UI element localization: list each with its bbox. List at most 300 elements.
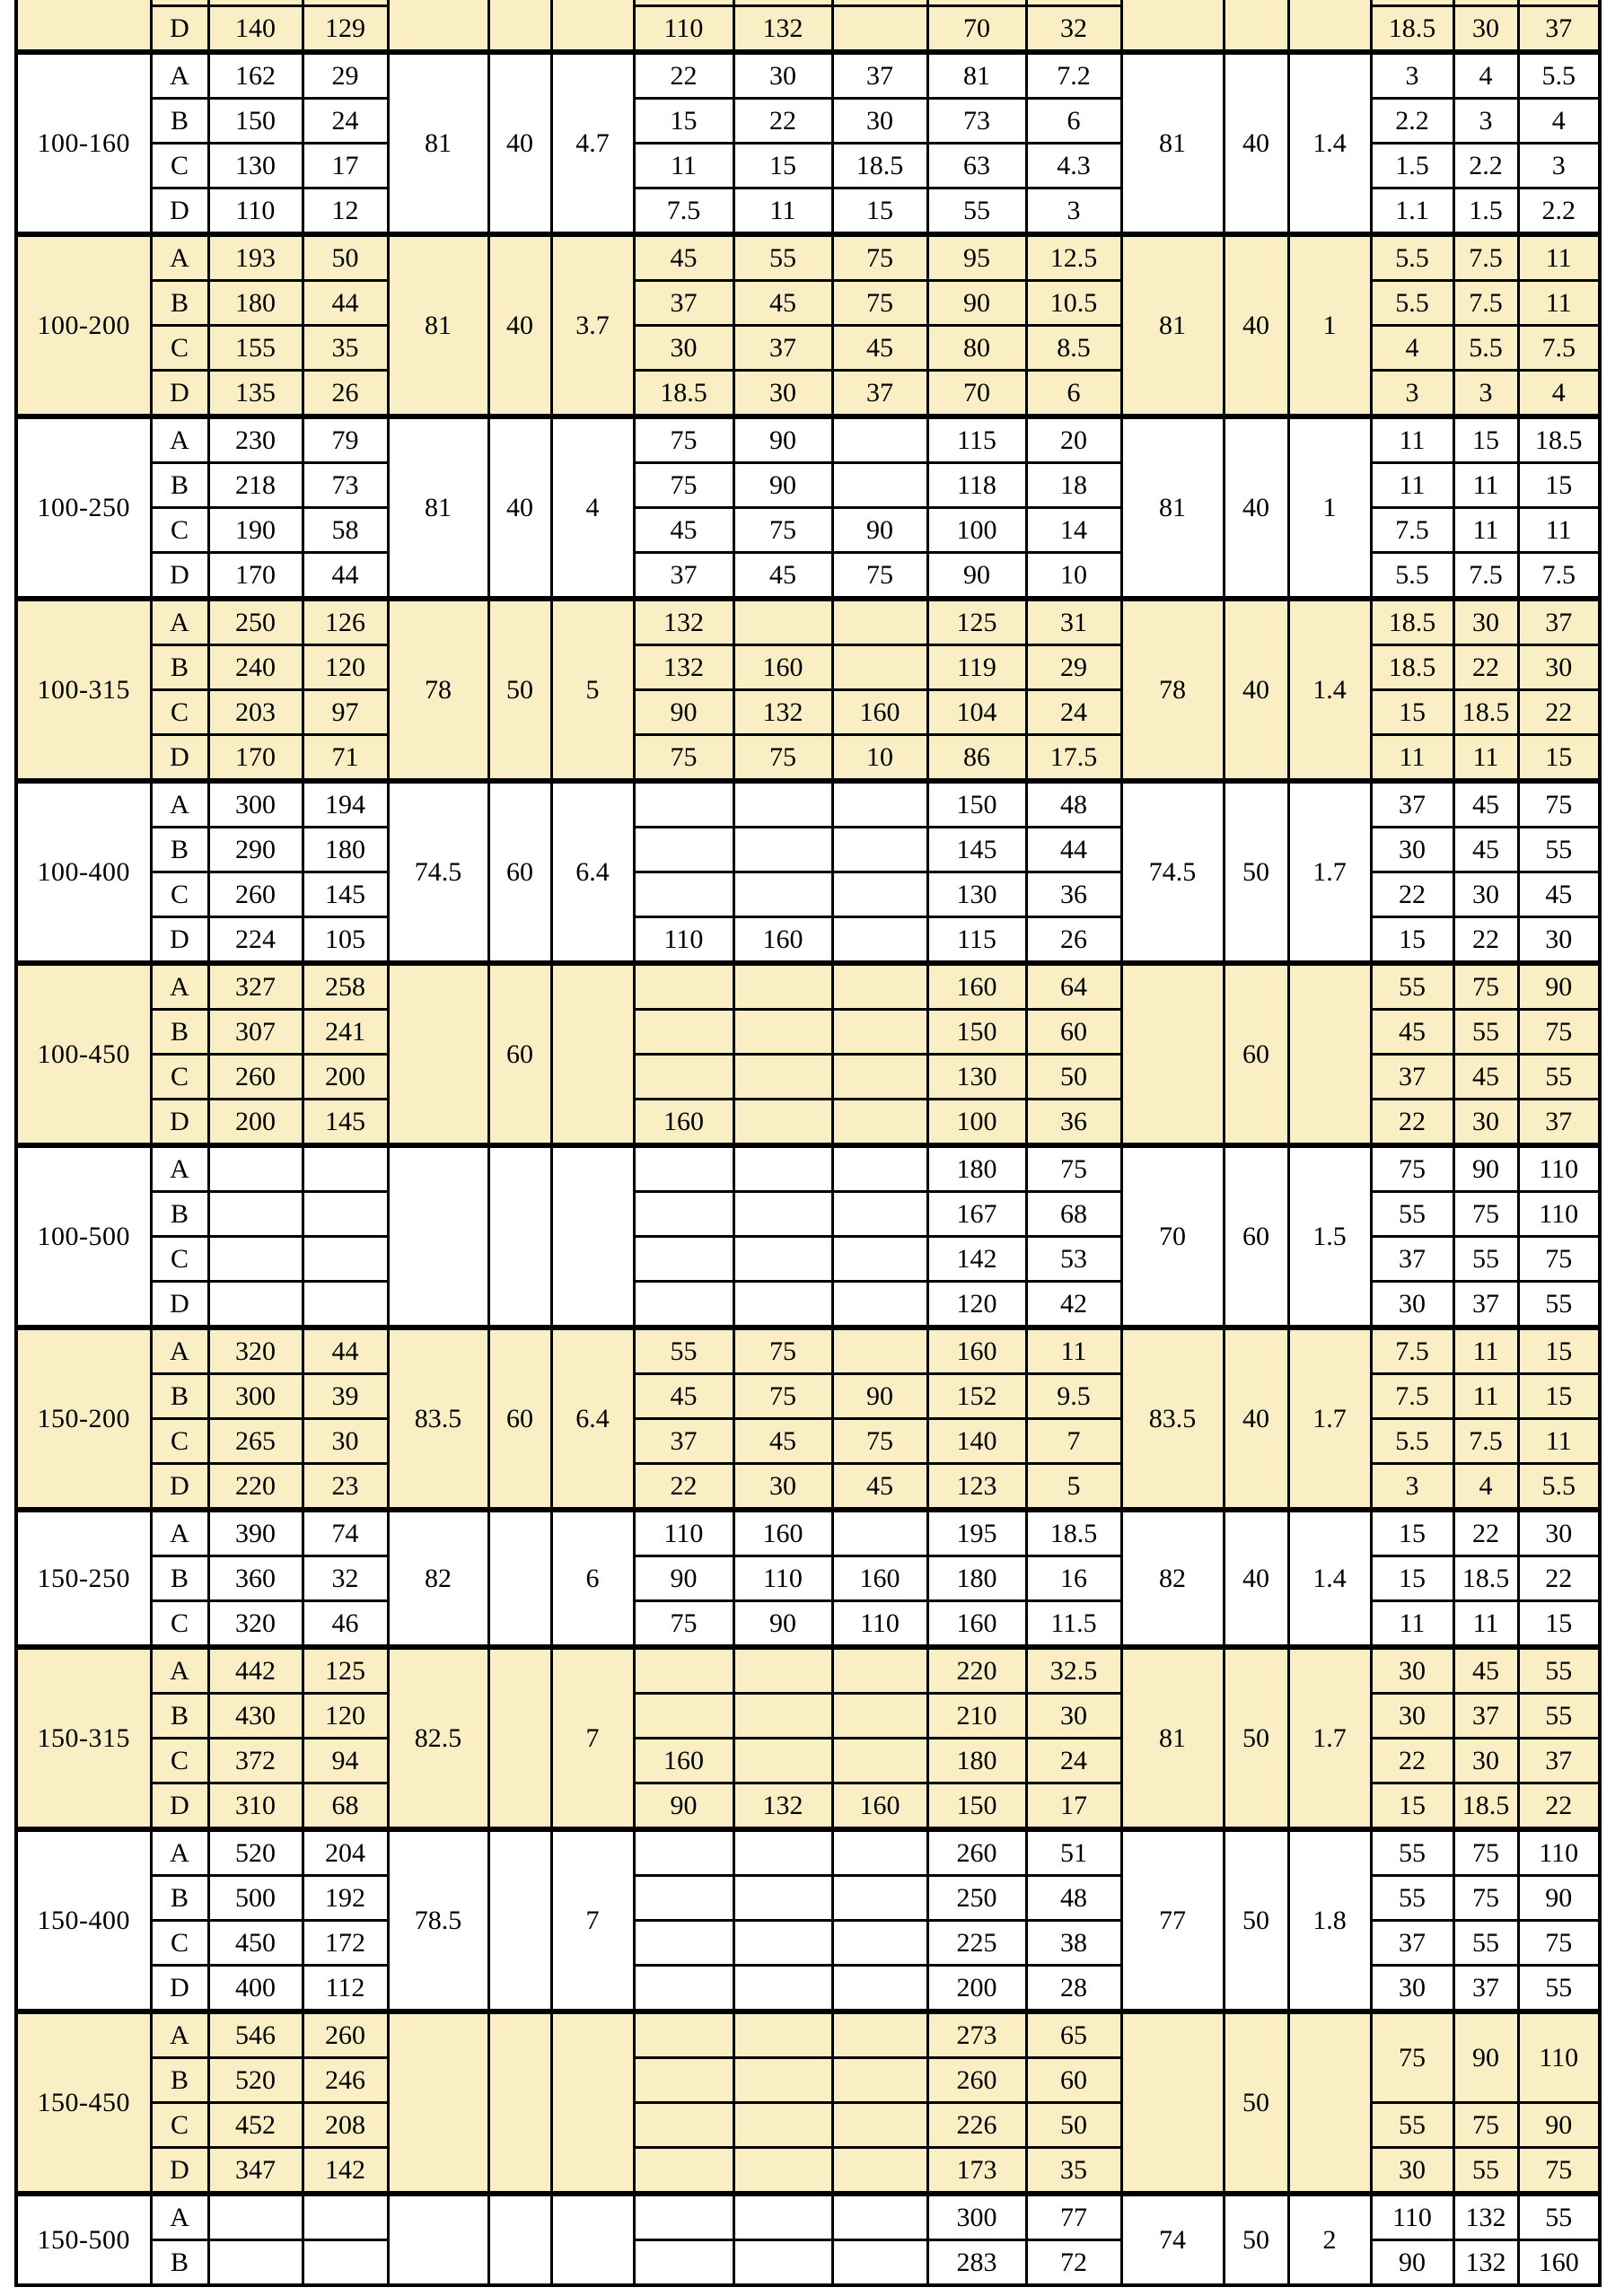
grade-cell: D: [151, 2148, 208, 2195]
value-cell: 7.5: [634, 188, 733, 235]
spec-row: [16, 2011, 1600, 2058]
value-cell: 75: [733, 735, 832, 782]
grade-cell: A: [151, 599, 208, 645]
value-cell: [832, 1739, 927, 1783]
value-cell: 7.5: [1453, 281, 1518, 326]
value-cell: 132: [634, 599, 733, 645]
value-cell: 11: [1518, 234, 1600, 281]
value-cell: 17: [303, 144, 388, 188]
spec-row: [16, 1145, 1600, 1192]
value-cell: 81: [927, 52, 1026, 99]
value-cell: [832, 1282, 927, 1328]
value-cell: 37: [733, 326, 832, 371]
value-cell: 45: [634, 234, 733, 281]
value-cell: 180: [927, 1739, 1026, 1783]
grade-cell: B: [151, 1876, 208, 1921]
model-cell: 100-400: [16, 781, 151, 963]
value-cell: 167: [927, 1192, 1026, 1237]
value-cell: 225: [927, 1921, 1026, 1966]
value-cell: 55: [1518, 1282, 1600, 1328]
spec-row: [16, 781, 1600, 828]
value-cell: [733, 1145, 832, 1192]
value-cell: 18.5: [832, 144, 927, 188]
value-cell: [303, 1282, 388, 1328]
value-cell: [634, 1237, 733, 1282]
value-cell: 120: [303, 645, 388, 690]
merged-cell: 60: [488, 963, 551, 1145]
value-cell: 90: [927, 281, 1026, 326]
value-cell: [832, 463, 927, 508]
value-cell: 120: [303, 1694, 388, 1739]
value-cell: [733, 1694, 832, 1739]
grade-cell: D: [151, 1100, 208, 1146]
spec-row: [16, 52, 1600, 99]
value-cell: 30: [1371, 1647, 1453, 1694]
value-cell: 180: [303, 828, 388, 872]
value-cell: 3: [1371, 1464, 1453, 1511]
value-cell: 246: [303, 2058, 388, 2103]
value-cell: 110: [1518, 1192, 1600, 1237]
value-cell: 37: [634, 281, 733, 326]
value-cell: 2.2: [1453, 144, 1518, 188]
value-cell: 142: [303, 2148, 388, 2195]
value-cell: 37: [1371, 781, 1453, 828]
value-cell: 110: [634, 6, 733, 53]
value-cell: 55: [1518, 828, 1600, 872]
value-cell: 310: [208, 1783, 303, 1830]
value-cell: 132: [1453, 2240, 1518, 2286]
value-cell: [733, 1829, 832, 1876]
value-cell: 11: [1453, 735, 1518, 782]
value-cell: 30: [1371, 1282, 1453, 1328]
value-cell: 160: [927, 963, 1026, 1010]
value-cell: 90: [733, 416, 832, 463]
value-cell: 75: [634, 416, 733, 463]
grade-cell: D: [151, 917, 208, 964]
value-cell: [832, 1100, 927, 1146]
value-cell: 15: [1518, 1328, 1600, 1374]
value-cell: 200: [208, 1100, 303, 1146]
spec-row: [16, 963, 1600, 1010]
group-100-450: [16, 963, 1600, 1145]
value-cell: [733, 1282, 832, 1328]
value-cell: 79: [303, 416, 388, 463]
value-cell: [733, 1192, 832, 1237]
value-cell: 55: [733, 234, 832, 281]
value-cell: 55: [1518, 1647, 1600, 1694]
value-cell: 30: [733, 371, 832, 417]
value-cell: 30: [634, 326, 733, 371]
value-cell: 75: [1453, 1829, 1518, 1876]
value-cell: 15: [1453, 416, 1518, 463]
spec-row: [16, 599, 1600, 645]
value-cell: 75: [1518, 1010, 1600, 1055]
value-cell: 30: [733, 1464, 832, 1511]
value-cell: 31: [1026, 599, 1121, 645]
merged-cell: 75: [1371, 2011, 1453, 2103]
spec-row: [16, 1647, 1600, 1694]
value-cell: [634, 2011, 733, 2058]
value-cell: 45: [1453, 828, 1518, 872]
value-cell: 30: [1453, 599, 1518, 645]
value-cell: 132: [733, 690, 832, 735]
value-cell: 22: [1453, 917, 1518, 964]
grade-cell: C: [151, 1739, 208, 1783]
value-cell: 110: [1518, 1829, 1600, 1876]
merged-cell: 81: [1121, 52, 1224, 234]
grade-cell: A: [151, 416, 208, 463]
value-cell: 46: [303, 1601, 388, 1648]
value-cell: [634, 2240, 733, 2286]
value-cell: 327: [208, 963, 303, 1010]
value-cell: [832, 1876, 927, 1921]
value-cell: 4: [1371, 326, 1453, 371]
value-cell: 11: [1453, 508, 1518, 553]
grade-cell: D: [151, 188, 208, 235]
value-cell: 150: [927, 1010, 1026, 1055]
grade-cell: A: [151, 963, 208, 1010]
merged-cell: [388, 2194, 488, 2285]
merged-cell: 1: [1288, 234, 1371, 416]
merged-cell: [388, 2011, 488, 2194]
grade-cell: B: [151, 2240, 208, 2286]
value-cell: [832, 1055, 927, 1100]
value-cell: 15: [733, 144, 832, 188]
value-cell: [733, 2058, 832, 2103]
value-cell: [208, 2194, 303, 2240]
value-cell: 11: [1026, 1328, 1121, 1374]
value-cell: 75: [1453, 963, 1518, 1010]
merged-cell: 78.5: [388, 1829, 488, 2011]
value-cell: 37: [832, 52, 927, 99]
value-cell: 22: [1371, 872, 1453, 917]
merged-cell: [551, 2194, 634, 2285]
value-cell: [634, 1876, 733, 1921]
group-100-200: [16, 234, 1600, 416]
value-cell: 160: [634, 1739, 733, 1783]
value-cell: 250: [208, 599, 303, 645]
value-cell: [832, 2194, 927, 2240]
value-cell: [733, 963, 832, 1010]
grade-cell: B: [151, 463, 208, 508]
spec-row: [16, 2194, 1600, 2240]
value-cell: 45: [634, 508, 733, 553]
value-cell: 160: [634, 1100, 733, 1146]
model-cell: 150-500: [16, 2194, 151, 2285]
merged-cell: 78: [1121, 599, 1224, 781]
value-cell: 72: [1026, 2240, 1121, 2286]
group-100-250: [16, 416, 1600, 599]
value-cell: 42: [1026, 1282, 1121, 1328]
value-cell: 15: [1371, 1510, 1453, 1556]
value-cell: 55: [1453, 1921, 1518, 1966]
merged-cell: 40: [1224, 1510, 1288, 1647]
value-cell: [208, 1145, 303, 1192]
value-cell: 90: [1371, 2240, 1453, 2286]
value-cell: 11: [634, 144, 733, 188]
value-cell: [733, 1876, 832, 1921]
value-cell: 90: [733, 463, 832, 508]
value-cell: 74: [303, 1510, 388, 1556]
value-cell: 22: [1453, 1510, 1518, 1556]
value-cell: 60: [1026, 2058, 1121, 2103]
value-cell: 32: [303, 1556, 388, 1601]
value-cell: 180: [927, 1556, 1026, 1601]
value-cell: 450: [208, 1921, 303, 1966]
value-cell: 29: [1026, 645, 1121, 690]
value-cell: 30: [1371, 1966, 1453, 2012]
value-cell: 18.5: [1453, 690, 1518, 735]
value-cell: 290: [208, 828, 303, 872]
value-cell: 64: [1026, 963, 1121, 1010]
value-cell: [733, 1010, 832, 1055]
value-cell: 230: [208, 416, 303, 463]
value-cell: 48: [1026, 1876, 1121, 1921]
value-cell: 55: [1518, 1055, 1600, 1100]
value-cell: 30: [832, 99, 927, 144]
value-cell: 240: [208, 645, 303, 690]
value-cell: 12: [303, 188, 388, 235]
merged-cell: 70: [1121, 1145, 1224, 1328]
value-cell: 18.5: [1371, 599, 1453, 645]
value-cell: 75: [832, 553, 927, 600]
value-cell: 55: [927, 188, 1026, 235]
value-cell: [634, 2058, 733, 2103]
merged-cell: 1.4: [1288, 1510, 1371, 1647]
value-cell: 45: [733, 1419, 832, 1464]
value-cell: [832, 599, 927, 645]
value-cell: 10.5: [1026, 281, 1121, 326]
grade-cell: A: [151, 2011, 208, 2058]
value-cell: 75: [733, 1328, 832, 1374]
value-cell: 11: [1518, 281, 1600, 326]
grade-cell: D: [151, 371, 208, 417]
model-cell: 150-315: [16, 1647, 151, 1829]
grade-cell: A: [151, 1145, 208, 1192]
value-cell: 35: [303, 326, 388, 371]
value-cell: 37: [1518, 1739, 1600, 1783]
value-cell: 258: [303, 963, 388, 1010]
value-cell: 90: [634, 1556, 733, 1601]
merged-cell: [551, 1145, 634, 1328]
value-cell: 53: [1026, 1237, 1121, 1282]
value-cell: 18.5: [1371, 645, 1453, 690]
value-cell: 70: [927, 371, 1026, 417]
value-cell: 160: [927, 1328, 1026, 1374]
merged-cell: [1121, 963, 1224, 1145]
spec-row: [16, 1829, 1600, 1876]
value-cell: [832, 1694, 927, 1739]
merged-cell: 3.7: [551, 234, 634, 416]
value-cell: 4: [1518, 99, 1600, 144]
grade-cell: D: [151, 1464, 208, 1511]
group-150-250: [16, 1510, 1600, 1647]
value-cell: [303, 2194, 388, 2240]
value-cell: 160: [832, 690, 927, 735]
value-cell: [303, 2240, 388, 2286]
grade-cell: B: [151, 645, 208, 690]
value-cell: 55: [1518, 2194, 1600, 2240]
value-cell: 22: [634, 52, 733, 99]
value-cell: 18.5: [1026, 1510, 1121, 1556]
value-cell: 37: [1453, 1694, 1518, 1739]
value-cell: 110: [832, 1601, 927, 1648]
grade-cell: B: [151, 1192, 208, 1237]
value-cell: [832, 1237, 927, 1282]
grade-cell: A: [151, 781, 208, 828]
value-cell: [832, 872, 927, 917]
value-cell: [832, 917, 927, 964]
spec-row: [16, 234, 1600, 281]
value-cell: [208, 1237, 303, 1282]
merged-cell: 1.8: [1288, 1829, 1371, 2011]
value-cell: 15: [832, 188, 927, 235]
value-cell: 5.5: [1453, 326, 1518, 371]
value-cell: 110: [733, 1556, 832, 1601]
value-cell: [733, 872, 832, 917]
value-cell: 130: [927, 1055, 1026, 1100]
value-cell: 15: [1371, 1783, 1453, 1830]
value-cell: 155: [208, 326, 303, 371]
merged-cell: 6.4: [551, 1328, 634, 1510]
merged-cell: 40: [488, 52, 551, 234]
value-cell: 125: [303, 1647, 388, 1694]
value-cell: 60: [1026, 1010, 1121, 1055]
value-cell: 300: [927, 2194, 1026, 2240]
value-cell: 24: [1026, 690, 1121, 735]
value-cell: 73: [303, 463, 388, 508]
grade-cell: C: [151, 326, 208, 371]
value-cell: 3: [1518, 144, 1600, 188]
merged-cell: 40: [1224, 52, 1288, 234]
model-cell: 150-200: [16, 1328, 151, 1510]
value-cell: 160: [1518, 2240, 1600, 2286]
value-cell: [733, 2103, 832, 2148]
value-cell: [832, 1647, 927, 1694]
value-cell: 2.2: [1371, 99, 1453, 144]
grade-cell: B: [151, 1694, 208, 1739]
value-cell: [832, 1192, 927, 1237]
value-cell: 11.5: [1026, 1601, 1121, 1648]
merged-cell: 90: [1453, 2011, 1518, 2103]
value-cell: [634, 2148, 733, 2195]
merged-cell: 50: [1224, 2194, 1288, 2285]
value-cell: 1.5: [1453, 188, 1518, 235]
value-cell: 152: [927, 1374, 1026, 1419]
merged-cell: 83.5: [388, 1328, 488, 1510]
grade-cell: A: [151, 1328, 208, 1374]
value-cell: 30: [1453, 6, 1518, 53]
merged-cell: 81: [388, 234, 488, 416]
value-cell: 130: [927, 872, 1026, 917]
value-cell: 15: [1518, 463, 1600, 508]
value-cell: 50: [303, 234, 388, 281]
value-cell: [733, 2194, 832, 2240]
value-cell: 68: [1026, 1192, 1121, 1237]
value-cell: [733, 1739, 832, 1783]
value-cell: [832, 2011, 927, 2058]
value-cell: 170: [208, 553, 303, 600]
value-cell: 180: [208, 281, 303, 326]
value-cell: 307: [208, 1010, 303, 1055]
value-cell: [733, 1237, 832, 1282]
value-cell: 260: [208, 872, 303, 917]
group-150-400: [16, 1829, 1600, 2011]
value-cell: 180: [927, 1145, 1026, 1192]
value-cell: 260: [208, 1055, 303, 1100]
value-cell: 30: [1518, 917, 1600, 964]
value-cell: 28: [1026, 1966, 1121, 2012]
group-100-400: [16, 781, 1600, 963]
value-cell: 26: [1026, 917, 1121, 964]
value-cell: 75: [733, 508, 832, 553]
value-cell: [733, 781, 832, 828]
value-cell: 55: [1453, 2148, 1518, 2195]
value-cell: 260: [303, 2011, 388, 2058]
value-cell: 145: [303, 872, 388, 917]
value-cell: 110: [634, 1510, 733, 1556]
value-cell: 7.5: [1518, 553, 1600, 600]
value-cell: 55: [1453, 1237, 1518, 1282]
grade-cell: B: [151, 281, 208, 326]
merged-cell: 5: [551, 599, 634, 781]
value-cell: [634, 2194, 733, 2240]
value-cell: 129: [303, 6, 388, 53]
value-cell: [208, 1192, 303, 1237]
value-cell: [832, 963, 927, 1010]
value-cell: 300: [208, 781, 303, 828]
merged-cell: 50: [1224, 781, 1288, 963]
value-cell: [832, 2240, 927, 2286]
value-cell: 70: [927, 6, 1026, 53]
value-cell: 15: [634, 99, 733, 144]
grade-cell: C: [151, 1601, 208, 1648]
value-cell: 115: [927, 917, 1026, 964]
value-cell: [634, 1829, 733, 1876]
merged-cell: 6.4: [551, 781, 634, 963]
value-cell: 45: [634, 1374, 733, 1419]
value-cell: 140: [927, 1419, 1026, 1464]
value-cell: [832, 1921, 927, 1966]
value-cell: 100: [927, 508, 1026, 553]
grade-cell: D: [151, 1966, 208, 2012]
value-cell: 90: [1518, 963, 1600, 1010]
value-cell: 75: [832, 281, 927, 326]
value-cell: 119: [927, 645, 1026, 690]
value-cell: 55: [1371, 1192, 1453, 1237]
value-cell: 44: [1026, 828, 1121, 872]
value-cell: 12.5: [1026, 234, 1121, 281]
value-cell: 97: [303, 690, 388, 735]
value-cell: [634, 1010, 733, 1055]
value-cell: [634, 1694, 733, 1739]
value-cell: 22: [1371, 1739, 1453, 1783]
value-cell: 55: [1371, 963, 1453, 1010]
value-cell: [733, 1647, 832, 1694]
merged-cell: [1121, 0, 1224, 52]
value-cell: 44: [303, 281, 388, 326]
merged-cell: 83.5: [1121, 1328, 1224, 1510]
value-cell: 7.5: [1371, 1328, 1453, 1374]
value-cell: 118: [927, 463, 1026, 508]
value-cell: 452: [208, 2103, 303, 2148]
value-cell: 7.5: [1453, 1419, 1518, 1464]
value-cell: [832, 1145, 927, 1192]
merged-cell: [1288, 2011, 1371, 2194]
value-cell: 45: [1518, 872, 1600, 917]
merged-cell: 78: [388, 599, 488, 781]
value-cell: 193: [208, 234, 303, 281]
